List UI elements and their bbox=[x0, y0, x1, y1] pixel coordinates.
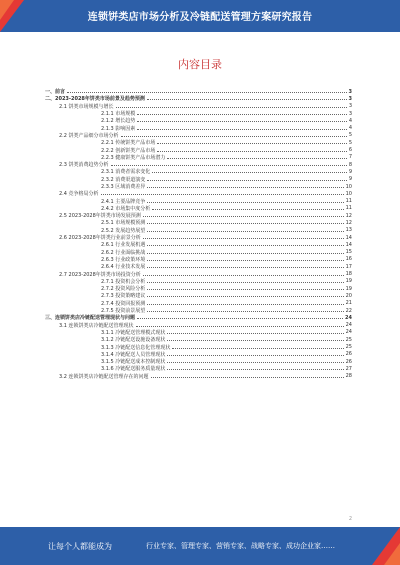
page-footer bbox=[0, 527, 400, 565]
toc-leader-dots bbox=[147, 199, 343, 203]
toc-leader-dots bbox=[152, 169, 347, 173]
toc-leader-dots bbox=[147, 250, 343, 254]
toc-entry-label: 3.1.1 冷链配送管理模式现状 bbox=[101, 329, 166, 336]
toc-entry-label: 2.6.4 行业技术发展 bbox=[101, 264, 146, 271]
toc-entry-page: 20 bbox=[345, 292, 352, 299]
toc-entry-page: 3 bbox=[348, 88, 352, 95]
toc-entry[interactable] bbox=[45, 117, 352, 124]
toc-leader-dots bbox=[151, 374, 344, 378]
toc-entry-page: 5 bbox=[348, 132, 352, 139]
toc-entry-page: 28 bbox=[345, 373, 352, 380]
toc-leader-dots bbox=[137, 111, 347, 115]
toc-entry-page: 19 bbox=[345, 278, 352, 285]
toc-entry-label: 3.1.6 冷链配送服务质量现状 bbox=[101, 366, 166, 373]
toc-entry-page: 25 bbox=[345, 336, 352, 343]
toc-entry-label: 2.2.1 传统饼类产品市场 bbox=[101, 140, 156, 147]
toc-entry-page: 12 bbox=[345, 212, 352, 219]
toc-leader-dots bbox=[147, 96, 347, 100]
toc-entry-label: 2.1.3 影响因素 bbox=[101, 125, 136, 132]
toc-entry-label: 3.1 连锁饼类店冷链配送管理现状 bbox=[59, 322, 134, 329]
toc-entry-label: 2.6.1 行业发展机遇 bbox=[101, 242, 146, 249]
toc-leader-dots bbox=[157, 140, 347, 144]
toc-entry-page: 22 bbox=[345, 307, 352, 314]
toc-entry[interactable] bbox=[45, 161, 352, 168]
toc-entry-label: 2.2 饼类产品细分市场分析 bbox=[59, 132, 119, 139]
toc-entry-label: 二、2023-2028年饼类市场前景及趋势预测 bbox=[45, 96, 145, 103]
toc-entry[interactable] bbox=[45, 139, 352, 146]
toc-leader-dots bbox=[167, 155, 346, 159]
toc-entry[interactable] bbox=[45, 95, 352, 102]
toc-entry[interactable] bbox=[45, 190, 352, 197]
toc-entry[interactable] bbox=[45, 168, 352, 175]
toc-entry-label: 2.4.1 主要品牌竞争 bbox=[101, 198, 146, 205]
toc-entry[interactable] bbox=[45, 336, 352, 343]
toc-entry[interactable] bbox=[45, 146, 352, 153]
toc-entry[interactable] bbox=[45, 373, 352, 380]
toc-entry[interactable] bbox=[45, 292, 352, 299]
toc-leader-dots bbox=[136, 323, 344, 327]
toc-entry-page: 16 bbox=[345, 256, 352, 263]
toc-entry-page: 12 bbox=[345, 219, 352, 226]
toc-entry[interactable] bbox=[45, 234, 352, 241]
toc-leader-dots bbox=[147, 301, 343, 305]
toc-entry-page: 10 bbox=[345, 183, 352, 190]
toc-entry-label: 2.7 2023-2028年饼类市场投资分析 bbox=[59, 271, 141, 278]
toc-entry-page: 4 bbox=[348, 117, 352, 124]
toc-entry[interactable] bbox=[45, 110, 352, 117]
toc-entry-label: 3.2 连锁饼类店冷链配送管理存在的问题 bbox=[59, 373, 149, 380]
toc-leader-dots bbox=[143, 272, 344, 276]
toc-entry[interactable] bbox=[45, 322, 352, 329]
toc-leader-dots bbox=[167, 330, 343, 334]
toc-leader-dots bbox=[172, 345, 343, 349]
toc-leader-dots bbox=[137, 315, 343, 319]
toc-entry-page: 6 bbox=[348, 147, 352, 154]
toc-leader-dots bbox=[67, 89, 347, 93]
toc-entry-page: 24 bbox=[345, 314, 352, 321]
toc-entry-label: 2.3.2 消费渠道演变 bbox=[101, 176, 146, 183]
toc-entry-label: 2.2.2 创新饼类产品市场 bbox=[101, 147, 156, 154]
toc-entry-page: 13 bbox=[345, 227, 352, 234]
toc-title: 内容目录 bbox=[178, 58, 222, 71]
toc-leader-dots bbox=[147, 228, 343, 232]
toc-entry-page: 9 bbox=[348, 168, 352, 175]
toc-entry[interactable] bbox=[45, 197, 352, 204]
toc-entry-page: 3 bbox=[348, 95, 352, 102]
toc-entry-label: 2.5 2023-2028年饼类市场发展预测 bbox=[59, 213, 141, 220]
toc-entry-label: 2.1.2 增长趋势 bbox=[101, 118, 136, 125]
toc-leader-dots bbox=[167, 359, 343, 363]
toc-entry-label: 2.4.2 市场集中度分析 bbox=[101, 205, 151, 212]
toc-leader-dots bbox=[147, 279, 343, 283]
toc-entry-label: 一、前言 bbox=[45, 89, 66, 96]
toc-entry[interactable] bbox=[45, 329, 352, 336]
toc-entry-page: 21 bbox=[345, 300, 352, 307]
toc-entry[interactable] bbox=[45, 278, 352, 285]
toc-entry-page: 25 bbox=[345, 344, 352, 351]
toc-leader-dots bbox=[137, 126, 347, 130]
toc-entry-label: 3.1.3 冷链配送信息化管理现状 bbox=[101, 344, 171, 351]
toc-entry-label: 3.1.4 冷链配送人员管理现状 bbox=[101, 351, 166, 358]
toc-entry-label: 2.7.1 投资机会分析 bbox=[101, 278, 146, 285]
toc-leader-dots bbox=[143, 213, 344, 217]
toc-entry-label: 2.5.1 市场规模预测 bbox=[101, 220, 146, 227]
toc-leader-dots bbox=[167, 352, 343, 356]
toc-entry[interactable] bbox=[45, 365, 352, 372]
toc-entry-label: 2.6.2 行业面临挑战 bbox=[101, 249, 146, 256]
toc-entry[interactable] bbox=[45, 249, 352, 256]
toc-leader-dots bbox=[147, 177, 347, 181]
toc-leader-dots bbox=[137, 118, 347, 122]
toc-leader-dots bbox=[147, 242, 343, 246]
toc-entry[interactable] bbox=[45, 124, 352, 131]
toc-entry-page: 11 bbox=[345, 198, 352, 205]
toc-entry[interactable] bbox=[45, 351, 352, 358]
toc-entry[interactable] bbox=[45, 103, 352, 110]
toc-entry[interactable] bbox=[45, 270, 352, 277]
toc-entry-label: 3.1.2 冷链配送设施设备现状 bbox=[101, 337, 166, 344]
toc-entry[interactable] bbox=[45, 219, 352, 226]
toc-entry-page: 10 bbox=[345, 190, 352, 197]
toc-leader-dots bbox=[147, 184, 343, 188]
toc-entry[interactable] bbox=[45, 241, 352, 248]
toc-entry-label: 2.3.1 消费者需求变化 bbox=[101, 169, 151, 176]
toc-leader-dots bbox=[147, 286, 343, 290]
toc-entry-page: 24 bbox=[345, 322, 352, 329]
toc-entry-label: 2.5.2 发展趋势展望 bbox=[101, 227, 146, 234]
toc-entry-label: 2.7.4 投资回报预测 bbox=[101, 300, 146, 307]
toc-leader-dots bbox=[101, 191, 344, 195]
toc-entry[interactable] bbox=[45, 285, 352, 292]
toc-entry-page: 5 bbox=[348, 139, 352, 146]
toc-leader-dots bbox=[143, 235, 344, 239]
toc-entry-page: 3 bbox=[348, 110, 352, 117]
toc-entry-label: 2.3.3 区域消费差异 bbox=[101, 184, 146, 190]
toc-entry-page: 15 bbox=[345, 249, 352, 256]
toc-entry-page: 4 bbox=[348, 125, 352, 132]
toc-entry-page: 11 bbox=[345, 205, 352, 212]
toc-leader-dots bbox=[147, 264, 343, 268]
toc-leader-dots bbox=[147, 220, 343, 224]
page-header bbox=[0, 0, 400, 32]
toc-leader-dots bbox=[147, 293, 343, 297]
toc-entry-page: 17 bbox=[345, 263, 352, 270]
toc-entry-label: 2.2.3 健康饼类产品市场潜力 bbox=[101, 154, 166, 161]
toc-entry[interactable] bbox=[45, 256, 352, 263]
toc-leader-dots bbox=[121, 133, 347, 137]
toc-entry-label: 2.7.3 投资策略建议 bbox=[101, 293, 146, 300]
toc-entry[interactable] bbox=[45, 307, 352, 314]
footer-corner-accent bbox=[384, 543, 400, 565]
toc-entry-label: 2.4 竞争格局分析 bbox=[59, 191, 99, 198]
toc-leader-dots bbox=[167, 337, 343, 341]
toc-entry-page: 14 bbox=[345, 241, 352, 248]
toc-entry-label: 3.1.5 冷链配送成本控制现状 bbox=[101, 359, 166, 366]
toc-entry[interactable] bbox=[45, 263, 352, 270]
toc-entry-label: 2.6 2023-2028年饼类行业前景分析 bbox=[59, 235, 141, 242]
toc-entry[interactable] bbox=[45, 227, 352, 234]
toc-entry-page: 24 bbox=[345, 329, 352, 336]
toc-entry-page: 8 bbox=[348, 161, 352, 168]
toc-entry-page: 27 bbox=[345, 365, 352, 372]
toc-leader-dots bbox=[157, 148, 347, 152]
toc-leader-dots bbox=[152, 206, 343, 210]
toc-entry-label: 2.6.3 行业政策环境 bbox=[101, 256, 146, 263]
toc-leader-dots bbox=[147, 257, 343, 261]
toc-entry-page: 18 bbox=[345, 271, 352, 278]
page-number: 2 bbox=[348, 516, 352, 522]
toc-entry[interactable] bbox=[45, 314, 352, 321]
table-of-contents bbox=[45, 88, 352, 380]
footer-brand: 让每个人都能成为 bbox=[48, 542, 112, 551]
toc-entry[interactable] bbox=[45, 132, 352, 139]
toc-entry-label: 2.7.5 投资前景展望 bbox=[101, 308, 146, 315]
toc-entry-page: 3 bbox=[348, 103, 352, 110]
toc-entry[interactable] bbox=[45, 176, 352, 183]
toc-entry-page: 14 bbox=[345, 234, 352, 241]
toc-entry[interactable] bbox=[45, 358, 352, 365]
toc-entry-page: 26 bbox=[345, 351, 352, 358]
toc-entry[interactable] bbox=[45, 154, 352, 161]
toc-entry-page: 7 bbox=[348, 154, 352, 161]
toc-entry-page: 26 bbox=[345, 358, 352, 365]
toc-entry-label: 2.3 饼类消费趋势分析 bbox=[59, 162, 109, 169]
toc-leader-dots bbox=[116, 104, 347, 108]
toc-entry[interactable] bbox=[45, 343, 352, 350]
footer-tagline: 行业专家、管理专家、营销专家、战略专家、成功企业家…… bbox=[146, 542, 335, 550]
toc-entry[interactable] bbox=[45, 183, 352, 190]
toc-entry-label: 2.1 饼类市场规模与增长 bbox=[59, 103, 114, 110]
toc-entry-label: 2.1.1 市场规模 bbox=[101, 111, 136, 118]
toc-entry[interactable] bbox=[45, 205, 352, 212]
toc-entry-label: 2.7.2 投资风险分析 bbox=[101, 286, 146, 293]
toc-entry[interactable] bbox=[45, 300, 352, 307]
toc-entry-page: 9 bbox=[348, 176, 352, 183]
toc-entry[interactable] bbox=[45, 212, 352, 219]
toc-entry-label: 三、连锁饼类店冷链配送管理现状与问题 bbox=[45, 315, 136, 322]
report-title: 连锁饼类店市场分析及冷链配送管理方案研究报告 bbox=[87, 12, 313, 23]
toc-leader-dots bbox=[147, 308, 343, 312]
toc-entry-page: 19 bbox=[345, 285, 352, 292]
toc-leader-dots bbox=[167, 366, 343, 370]
toc-leader-dots bbox=[111, 162, 347, 166]
toc-entry[interactable] bbox=[45, 88, 352, 95]
